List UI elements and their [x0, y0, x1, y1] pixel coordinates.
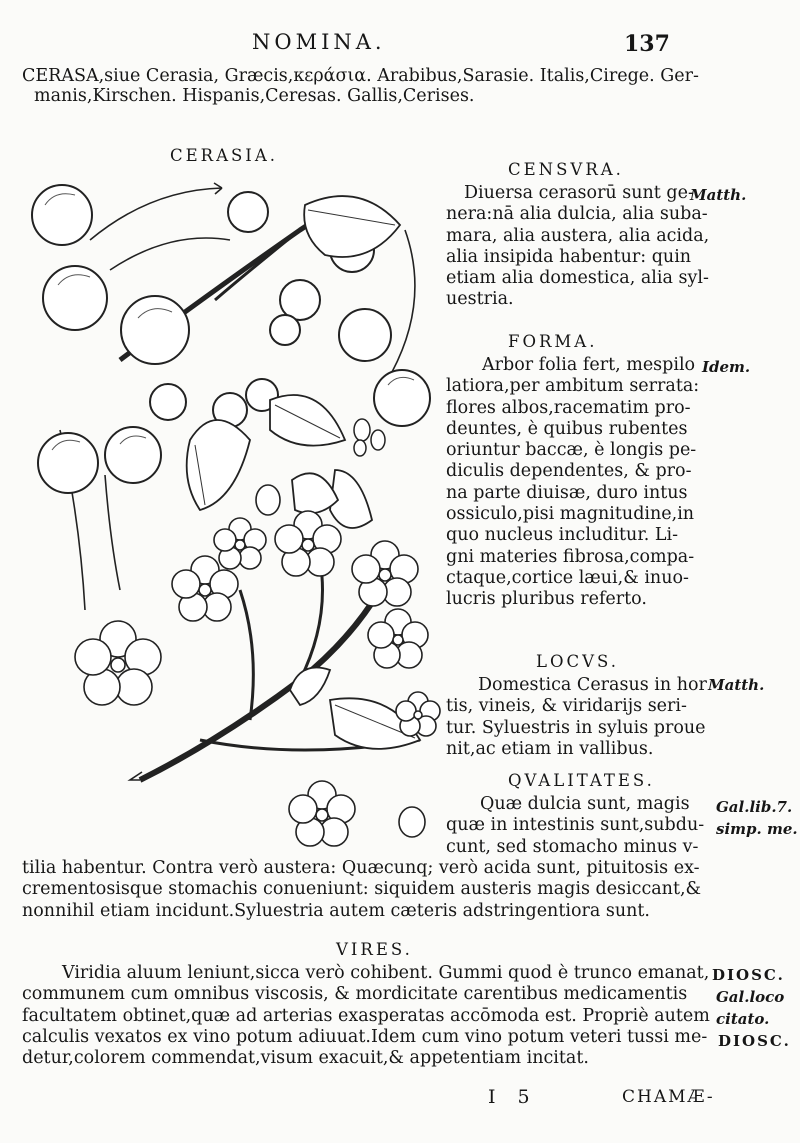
- text-line: quæ in intestinis sunt,subdu-: [446, 815, 705, 836]
- text-line: gni materies fibrosa,compa-: [446, 546, 695, 567]
- names-line: manis,Kirschen. Hispanis,Ceresas. Gallis,Cerises.: [34, 86, 475, 106]
- text-line: tis, vineis, & viridarijs seri-: [446, 696, 687, 717]
- qualitates-text: [446, 794, 704, 858]
- text-line: quo nucleus includitur. Li-: [446, 525, 679, 546]
- margin-note: Matth.: [708, 676, 765, 694]
- margin-note: Matth.: [690, 186, 747, 204]
- margin-note: simp. me.: [716, 820, 798, 838]
- text-line: uestria.: [446, 289, 514, 310]
- heading-locus: LOCVS.: [536, 652, 619, 671]
- running-head: NOMINA.: [252, 30, 386, 54]
- heading-forma: FORMA.: [508, 332, 598, 351]
- text-line: alia insipida habentur: quin: [446, 246, 692, 267]
- text-line: etiam alia domestica, alia syl-: [446, 268, 709, 289]
- text-line: detur,colorem commendat,visum exacuit,& appetentiam incitat.: [22, 1048, 589, 1069]
- text-line: mara, alia austera, alia acida,: [446, 225, 710, 246]
- text-line: na parte diuisæ, duro intus: [446, 482, 688, 503]
- heading-vires: VIRES.: [336, 940, 413, 959]
- text-line: nit,ac etiam in vallibus.: [446, 738, 654, 759]
- text-line: Quæ dulcia sunt, magis: [480, 794, 690, 814]
- censura-text: [446, 183, 709, 311]
- names-line: CERASA,siue Cerasia, Græcis,κεράσια. Arabibus,Sarasie. Italis,Cirege. Ger-: [22, 66, 699, 86]
- heading-qualitates: QVALITATES.: [508, 771, 655, 790]
- text-line: communem cum omnibus viscosis, & mordicitate carentibus medicamentis: [22, 984, 688, 1005]
- heading-censura: CENSVRA.: [508, 160, 624, 179]
- signature-mark: I 5: [488, 1086, 538, 1108]
- page-number: 137: [624, 31, 670, 57]
- text-line: Diuersa cerasorū sunt ge-: [464, 183, 694, 203]
- text-line: latiora,per ambitum serrata:: [446, 376, 700, 397]
- text-line: tilia habentur. Contra verò austera: Quæcunq; verò acida sunt, pituitosis ex-: [22, 858, 700, 878]
- text-line: flores albos,racematim pro-: [446, 397, 691, 418]
- text-line: Arbor folia fert, mespilo: [482, 355, 696, 375]
- catchword: CHAMÆ-: [622, 1087, 715, 1107]
- text-line: nonnihil etiam incidunt.Syluestria autem cæteris adstringentiora sunt.: [22, 900, 650, 921]
- text-line: lucris pluribus referto.: [446, 589, 647, 610]
- text-line: ctaque,cortice læui,& inuo-: [446, 567, 689, 588]
- margin-note: Gal.lib.7.: [716, 798, 793, 816]
- figure-caption: CERASIA.: [170, 146, 278, 165]
- text-line: ossiculo,pisi magnitudine,in: [446, 504, 695, 525]
- margin-note: DIOSC.: [718, 1032, 791, 1050]
- text-line: calculis vexatos ex vino potum adiuuat.Idem cum vino potum veteri tussi me-: [22, 1026, 708, 1047]
- margin-note: citato.: [716, 1010, 770, 1028]
- text-line: tur. Syluestris in syluis proue: [446, 717, 706, 738]
- margin-note: DIOSC.: [712, 966, 785, 984]
- text-line: nera:nā alia dulcia, alia suba-: [446, 204, 708, 225]
- forma-text: [446, 355, 699, 611]
- text-line: crementosisque stomachis conueniunt: siquidem austeris magis desiccant,&: [22, 879, 702, 900]
- vires-text: [22, 963, 710, 1069]
- text-line: facultatem obtinet,quæ ad arterias exasperatas accōmoda est. Propriè autem: [22, 1005, 710, 1026]
- locus-text: [446, 675, 707, 760]
- text-line: cunt, sed stomacho minus v-: [446, 836, 699, 857]
- text-line: oriuntur baccæ, è longis pe-: [446, 440, 697, 461]
- text-line: deuntes, è quibus rubentes: [446, 418, 688, 439]
- text-line: diculis dependentes, & pro-: [446, 461, 692, 482]
- qualitates-full-text: [22, 858, 701, 922]
- text-line: Viridia aluum leniunt,sicca verò cohibent. Gummi quod è trunco emanat,: [62, 963, 710, 983]
- margin-note: Gal.loco: [716, 988, 785, 1006]
- text-line: Domestica Cerasus in hor: [478, 675, 707, 695]
- margin-note: Idem.: [702, 358, 751, 376]
